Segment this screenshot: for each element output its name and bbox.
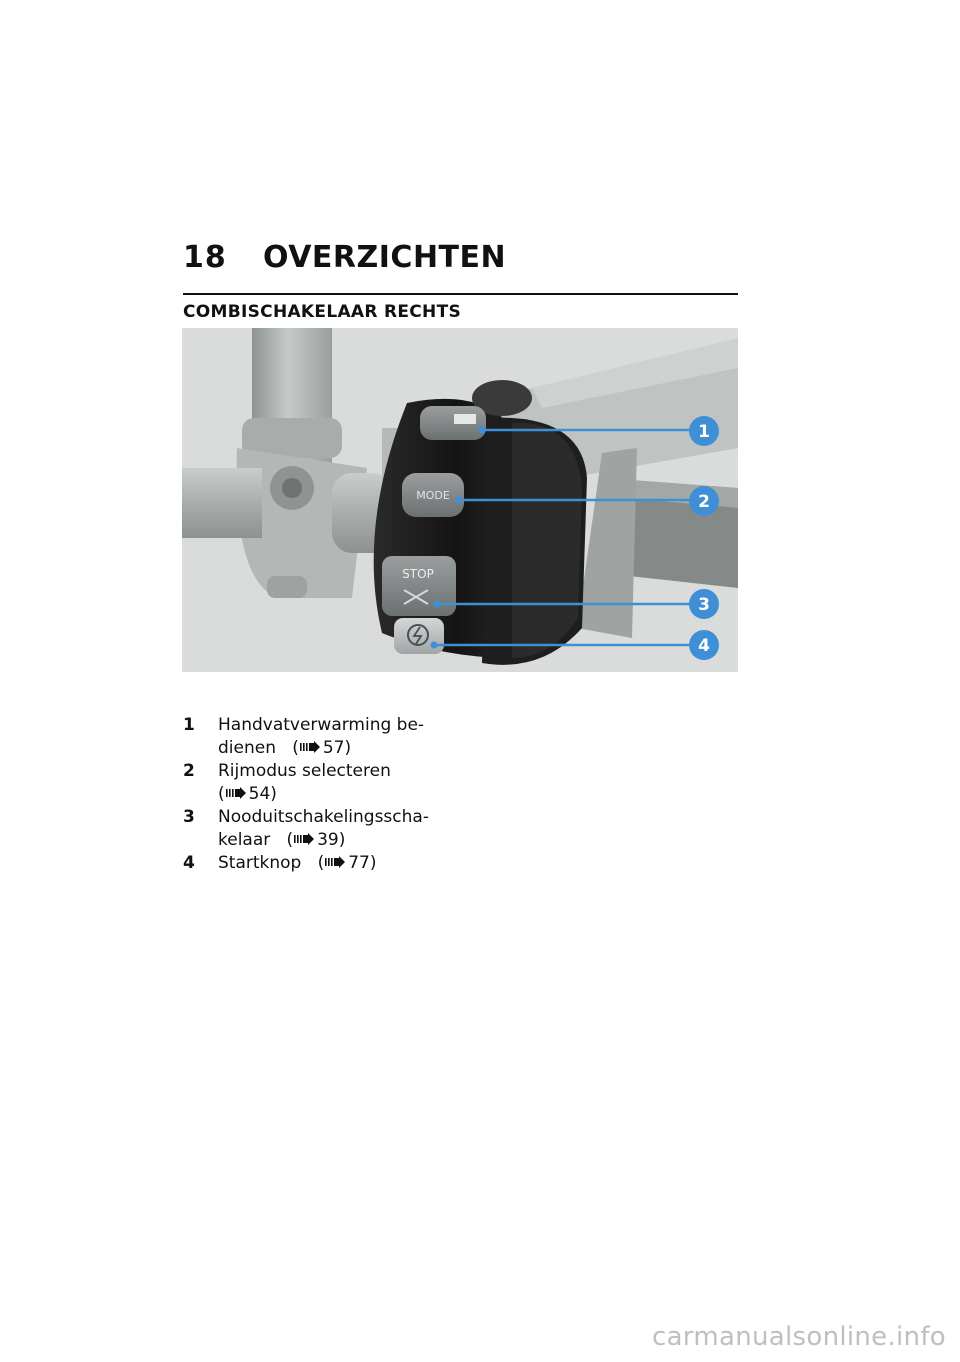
item-number: 4	[183, 853, 195, 873]
page-reference[interactable]: ( 77)	[317, 853, 377, 873]
page-reference[interactable]: ( 39)	[286, 830, 346, 850]
stop-button-label: STOP	[402, 567, 434, 581]
item-text: Handvatverwarming be-	[218, 715, 425, 735]
item-text-continued: kelaar	[218, 830, 271, 850]
page-number: 18	[183, 240, 227, 275]
callout-number-3: 3	[698, 595, 710, 615]
list-item	[183, 806, 463, 852]
callout-legend-list	[183, 714, 463, 875]
page-header	[183, 240, 738, 275]
section-title: COMBISCHAKELAAR RECHTS	[183, 302, 462, 322]
item-text: Startknop	[218, 853, 302, 873]
page-reference[interactable]: ( 54)	[218, 784, 277, 804]
list-item	[183, 760, 463, 806]
page-reference-arrow-icon	[294, 833, 314, 845]
reference-page-number: 39	[317, 830, 339, 850]
item-number: 3	[183, 807, 195, 827]
header-rule	[183, 293, 738, 295]
item-number: 2	[183, 761, 195, 781]
watermark: carmanualsonline.info	[651, 1322, 946, 1352]
callout-number-1: 1	[698, 422, 710, 442]
page-reference[interactable]: ( 57)	[292, 738, 352, 758]
page-reference-arrow-icon	[300, 741, 320, 753]
list-item	[183, 714, 463, 760]
handlebar-switch-figure	[182, 328, 738, 672]
list-item	[183, 852, 463, 875]
item-number: 1	[183, 715, 195, 735]
item-text: Nooduitschakelingsscha-	[218, 807, 429, 827]
reference-page-number: 54	[248, 784, 271, 804]
page-reference-arrow-icon	[325, 856, 345, 868]
mode-button-label: MODE	[416, 489, 450, 502]
page-reference-arrow-icon	[226, 787, 246, 799]
chapter-title: OVERZICHTEN	[263, 240, 507, 275]
callout-number-4: 4	[698, 636, 710, 656]
reference-page-number: 57	[322, 738, 345, 758]
item-text: Rijmodus selecteren	[218, 761, 391, 781]
item-text-continued: dienen	[218, 738, 276, 758]
reference-page-number: 77	[348, 853, 370, 873]
callout-number-2: 2	[698, 492, 710, 512]
